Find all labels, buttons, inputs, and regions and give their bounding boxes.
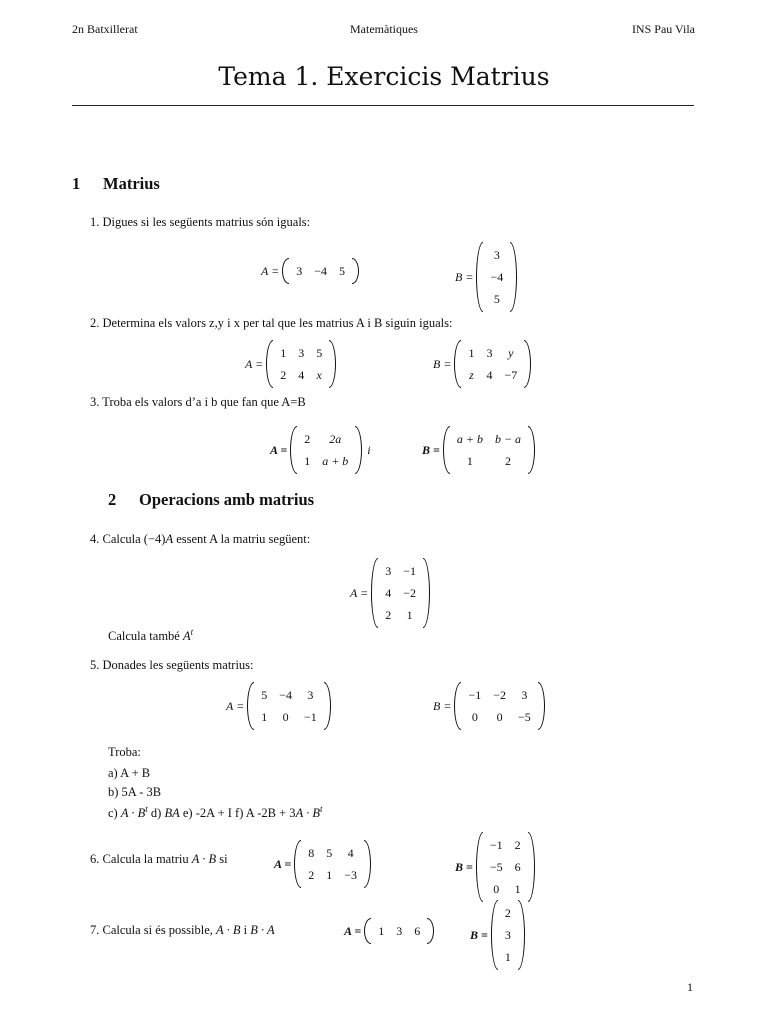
- matrix-row: [290, 260, 351, 282]
- matrix-body: [462, 342, 523, 386]
- matrix-entry: −2: [403, 586, 416, 600]
- matrix-A-7: [344, 918, 434, 944]
- part-d-prefix: d): [147, 806, 165, 821]
- page-number: 1: [687, 980, 693, 994]
- matrix-entry: −2: [493, 688, 506, 702]
- matrix-entry: a + b: [456, 432, 483, 446]
- matrix-label: B =: [470, 927, 488, 942]
- matrix: [371, 558, 430, 628]
- matrix-row: [379, 604, 422, 626]
- matrix-entry: 1: [514, 882, 521, 896]
- matrix-entry: 1: [326, 868, 333, 882]
- matrix-row: [462, 684, 536, 706]
- matrix-entry: 1: [406, 608, 413, 622]
- problem-text: Digues si les següents matrius són iguals:: [102, 215, 311, 229]
- matrix: [266, 340, 336, 388]
- matrix: [282, 258, 359, 284]
- part-c-to-f: [108, 804, 323, 821]
- matrix: [476, 242, 517, 312]
- matrix: [247, 682, 331, 730]
- part-e-f-text: e) -2A + I f) A -2B + 3: [179, 806, 296, 821]
- matrix-body: [451, 428, 527, 472]
- matrix-entry: −4: [279, 688, 292, 702]
- matrix-label: A =: [350, 585, 369, 600]
- section-title: Operacions amb matrius: [139, 490, 315, 509]
- matrix-row: [499, 924, 517, 946]
- matrix-entry: 1: [378, 924, 385, 938]
- matrix: [491, 900, 525, 970]
- problem-text: Determina els valors z,y i x per tal que les matrius A i B siguin iguals:: [102, 316, 453, 330]
- matrix-row: [484, 288, 509, 310]
- part-c-sup: t: [145, 804, 148, 814]
- matrix-body: [255, 684, 323, 728]
- problem-variable: A · B: [191, 852, 217, 866]
- matrix-entry: 5: [316, 346, 323, 360]
- matrix: [294, 840, 371, 888]
- matrix-entry: −1: [304, 710, 317, 724]
- matrix-entry: a + b: [322, 454, 349, 468]
- matrix-body: [499, 902, 517, 968]
- matrix-entry: 3: [504, 928, 511, 942]
- matrix-body: [372, 920, 426, 942]
- conjunction: i: [367, 442, 371, 457]
- matrix-row: [484, 266, 509, 288]
- matrix-label: B =: [422, 442, 440, 457]
- matrix-entry: 0: [282, 710, 289, 724]
- problem-number: 3.: [90, 395, 100, 409]
- matrix-entry: 3: [521, 688, 528, 702]
- matrix-entry: 1: [504, 950, 511, 964]
- problem-number: 5.: [90, 658, 100, 672]
- problem-text: Donades les següents matrius:: [102, 658, 254, 672]
- part-c-expr: A · B: [120, 806, 146, 821]
- problem-text: Troba els valors d’a i b que fan que A=B: [102, 395, 306, 409]
- matrix-entry: 1: [261, 710, 268, 724]
- problem-variable-2: B · A: [250, 923, 275, 937]
- part-b: b) 5A - 3B: [108, 785, 162, 799]
- part-d-expr: BA: [164, 806, 180, 821]
- problem-text-post: si: [216, 852, 228, 866]
- matrix-entry: 0: [496, 710, 503, 724]
- part-f-sup: t: [319, 804, 323, 814]
- matrix-entry: 2: [385, 608, 392, 622]
- problem-5: [90, 658, 254, 673]
- matrix-entry: 0: [471, 710, 478, 724]
- matrix-row: [462, 342, 523, 364]
- matrix-entry: 5: [493, 292, 500, 306]
- section-2-heading: [108, 490, 314, 510]
- matrix-A-3: [270, 426, 371, 474]
- matrix-label: A =: [344, 923, 362, 938]
- matrix-row: [274, 342, 328, 364]
- matrix-row: [484, 856, 527, 878]
- matrix-row: [255, 706, 323, 728]
- matrix-entry: b − a: [494, 432, 522, 446]
- matrix-row: [255, 684, 323, 706]
- matrix: [290, 426, 362, 474]
- matrix-A-5: [226, 682, 331, 730]
- matrix-B-1: [455, 242, 517, 312]
- matrix-entry: 4: [385, 586, 392, 600]
- matrix-row: [302, 864, 363, 886]
- matrix-body: [484, 244, 509, 310]
- matrix-entry: 2: [505, 454, 511, 468]
- matrix-entry: −5: [518, 710, 531, 724]
- problem-variable-1: A · B: [216, 923, 241, 937]
- matrix-entry: 5: [261, 688, 268, 702]
- matrix-label: A =: [270, 442, 288, 457]
- part-f-expr: A · B: [295, 806, 320, 821]
- matrix: [443, 426, 535, 474]
- matrix-row: [462, 706, 536, 728]
- matrix-B-5: [433, 682, 545, 730]
- matrix-entry: 4: [486, 368, 493, 382]
- matrix-row: [499, 902, 517, 924]
- matrix-entry: 3: [385, 564, 392, 578]
- matrix-row: [451, 450, 527, 472]
- also-superscript: t: [190, 627, 194, 637]
- matrix-entry: 3: [296, 264, 303, 278]
- matrix-entry: −5: [489, 860, 503, 874]
- matrix-row: [451, 428, 527, 450]
- matrix-label: B =: [433, 356, 452, 371]
- problem-text-pre: Calcula la matriu: [102, 852, 192, 866]
- problem-2: [90, 316, 452, 331]
- matrix-entry: 3: [486, 346, 493, 360]
- matrix-entry: 1: [468, 346, 475, 360]
- matrix: [364, 918, 434, 944]
- matrix-entry: 3: [298, 346, 305, 360]
- matrix-row: [484, 244, 509, 266]
- matrix-A-4: [350, 558, 430, 628]
- matrix-entry: 1: [466, 454, 473, 468]
- matrix-B-2: [433, 340, 531, 388]
- matrix-row: [372, 920, 426, 942]
- header-right: INS Pau Vila: [631, 22, 695, 36]
- matrix-label: A =: [245, 356, 264, 371]
- matrix-entry: 4: [298, 368, 305, 382]
- section-number: 1: [72, 174, 81, 193]
- matrix-entry: 4: [347, 846, 354, 860]
- matrix-entry: −4: [490, 270, 504, 284]
- problem-7: [90, 923, 275, 938]
- matrix-entry: 6: [414, 924, 421, 938]
- section-title: Matrius: [103, 174, 160, 193]
- problem-number: 7.: [90, 923, 100, 937]
- matrix-entry: 2: [304, 432, 311, 446]
- troba-label: Troba:: [108, 745, 141, 759]
- matrix-entry: −7: [504, 368, 518, 382]
- matrix-row: [379, 582, 422, 604]
- matrix-row: [274, 364, 328, 386]
- matrix-entry: 1: [280, 346, 287, 360]
- matrix-entry: 3: [493, 248, 500, 262]
- problem-number: 6.: [90, 852, 100, 866]
- matrix: [476, 832, 535, 902]
- matrix-body: [379, 560, 422, 626]
- matrix-entry: −4: [314, 264, 327, 278]
- matrix-entry: 5: [339, 264, 345, 278]
- matrix-entry: 2: [514, 838, 521, 852]
- matrix-entry: y: [508, 346, 514, 360]
- problem-text-pre: Calcula (−4): [102, 532, 166, 546]
- matrix-label: A =: [261, 263, 280, 278]
- matrix-entry: −1: [403, 564, 416, 578]
- part-a: a) A + B: [108, 766, 151, 780]
- matrix-label: A =: [274, 856, 292, 871]
- problem-number: 4.: [90, 532, 100, 546]
- problem-1: [90, 215, 310, 230]
- problem-4-also: [108, 627, 193, 644]
- matrix-entry: 3: [307, 688, 314, 702]
- matrix-entry: 0: [493, 882, 500, 896]
- matrix-entry: 1: [304, 454, 311, 468]
- matrix-entry: 6: [514, 860, 521, 874]
- matrix-label: B =: [433, 698, 452, 713]
- matrix-body: [302, 842, 363, 886]
- header-left: 2n Batxillerat: [72, 22, 138, 36]
- matrix-entry: 2a: [329, 432, 342, 446]
- matrix-entry: 8: [308, 846, 315, 860]
- matrix: [454, 340, 531, 388]
- matrix-entry: 5: [326, 846, 333, 860]
- problem-number: 1.: [90, 215, 100, 229]
- matrix-entry: x: [316, 368, 322, 382]
- matrix: [454, 682, 544, 730]
- problem-variable: A: [165, 532, 174, 546]
- problem-6: [90, 852, 228, 867]
- matrix-B-7: [470, 900, 525, 970]
- header-center: Matemàtiques: [350, 22, 418, 36]
- part-c-prefix: c): [108, 806, 121, 821]
- matrix-label: A =: [226, 698, 245, 713]
- problem-number: 2.: [90, 316, 100, 330]
- problem-text-pre: Calcula si és possible,: [102, 923, 217, 937]
- matrix-row: [484, 834, 527, 856]
- section-number: 2: [108, 490, 117, 509]
- matrix-row: [462, 364, 523, 386]
- matrix-body: [484, 834, 527, 900]
- matrix-A-2: [245, 340, 336, 388]
- matrix-row: [379, 560, 422, 582]
- matrix-A-1: [261, 258, 359, 284]
- matrix-B-6: [455, 832, 535, 902]
- problem-4: [90, 532, 310, 547]
- matrix-entry: −1: [489, 838, 503, 852]
- matrix-entry: 3: [396, 924, 403, 938]
- matrix-body: [462, 684, 536, 728]
- matrix-B-3: [422, 426, 535, 474]
- section-1-heading: [72, 174, 160, 194]
- problem-text-post: essent A la matriu següent:: [173, 532, 311, 546]
- matrix-body: [274, 342, 328, 386]
- also-text: Calcula també: [108, 629, 183, 644]
- matrix-entry: 2: [504, 906, 511, 920]
- matrix-row: [484, 878, 527, 900]
- matrix-body: [290, 260, 351, 282]
- matrix-label: B =: [455, 269, 474, 284]
- matrix-row: [298, 428, 354, 450]
- problem-text-mid: i: [240, 923, 251, 937]
- matrix-body: [298, 428, 354, 472]
- matrix-entry: −3: [344, 868, 357, 882]
- page-title: Tema 1. Exercicis Matrius: [218, 62, 550, 91]
- matrix-entry: 2: [280, 368, 287, 382]
- matrix-row: [302, 842, 363, 864]
- title-rule: [72, 105, 694, 106]
- also-variable: A: [182, 629, 191, 644]
- matrix-entry: −1: [468, 688, 482, 702]
- matrix-entry: z: [469, 368, 474, 382]
- problem-3: [90, 395, 306, 410]
- matrix-row: [499, 946, 517, 968]
- matrix-A-6: [274, 840, 371, 888]
- matrix-entry: 2: [308, 868, 315, 882]
- matrix-label: B =: [455, 859, 473, 874]
- matrix-row: [298, 450, 354, 472]
